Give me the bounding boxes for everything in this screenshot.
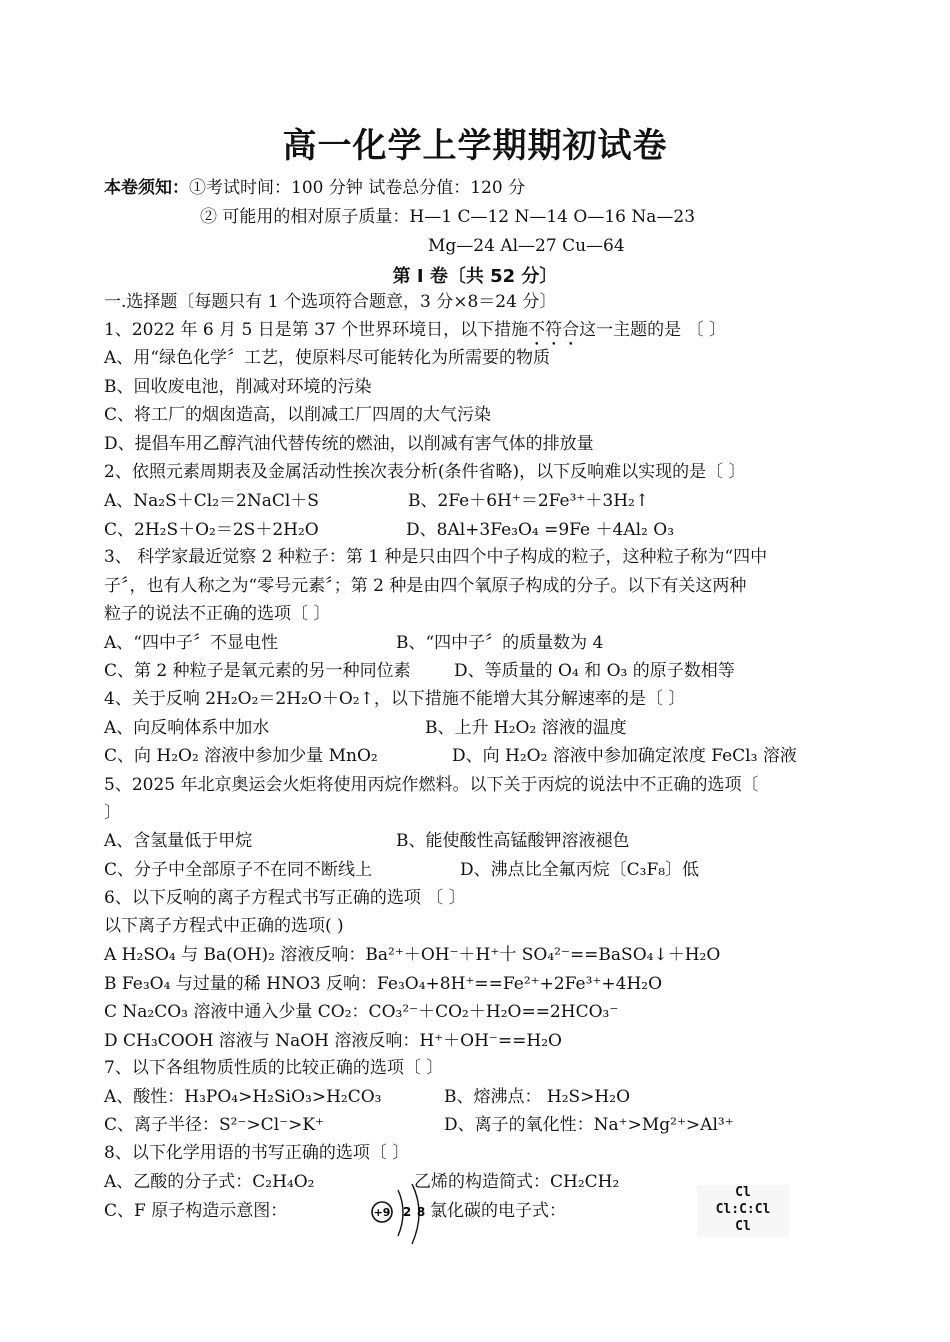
q1-stem-part-b: 这一主题的是 〔 〕	[579, 320, 726, 340]
q4-option-d: D、向 H₂O₂ 溶液中参加确定浓度 FeCl₃ 溶液	[452, 746, 797, 766]
q2-option-b: B、2Fe＋6H⁺＝2Fe³⁺＋3H₂↑	[408, 491, 650, 511]
q2-stem: 2、依照元素周期表及金属活动性挨次表分析(条件省略)，以下反响难以实现的是〔 〕	[104, 462, 746, 482]
q7-stem: 7、以下各组物质性质的比较正确的选项〔 〕	[104, 1058, 444, 1078]
lewis-bottom: Cl	[735, 1219, 751, 1234]
q8-option-d: 氯化碳的电子式：	[430, 1201, 566, 1221]
q6-option-b: B Fe₃O₄ 与过量的稀 HNO3 反响：Fe₃O₄+8H⁺==Fe²⁺+2Fe³⁺+4H₂O	[104, 974, 663, 994]
nucleus-charge: +9	[373, 1206, 391, 1219]
shell-2-electrons: 8	[416, 1205, 426, 1219]
page-title: 高一化学上学期期初试卷	[282, 126, 668, 166]
q6-option-c: C Na₂CO₃ 溶液中通入少量 CO₂：CO₃²⁻＋CO₂＋H₂O==2HCO₃⁻	[104, 1002, 619, 1022]
notice-label: 本卷须知：	[104, 178, 189, 198]
q6-option-a: A H₂SO₄ 与 Ba(OH)₂ 溶液反响：Ba²⁺＋OH⁻＋H⁺十 SO₄²⁻==BaSO₄↓＋H₂O	[104, 945, 721, 965]
q5-stem-2: 〕	[104, 803, 121, 823]
q3-option-b: B、“四中子〞的质量数为 4	[396, 633, 604, 653]
q1-option-c: C、将工厂的烟囱造高，以削减工厂四周的大气污染	[104, 405, 492, 425]
q7-option-d: D、离子的氧化性：Na⁺>Mg²⁺>Al³⁺	[444, 1115, 734, 1135]
q5-stem-1: 5、2025 年北京奥运会火炬将使用丙烷作燃料。以下关于丙烷的说法中不正确的选项〔	[104, 775, 759, 795]
q6-stem-2: 以下离子方程式中正确的选项( )	[104, 916, 344, 936]
q3-option-c: C、第 2 种粒子是氧元素的另一种同位素	[104, 661, 411, 681]
q8-option-a: A、乙酸的分子式：C₂H₄O₂	[104, 1172, 315, 1192]
section-title: 第 I 卷〔共 52 分〕	[392, 266, 558, 287]
q1-option-d: D、提倡车用乙醇汽油代替传统的燃油，以削减有害气体的排放量	[104, 434, 594, 454]
q4-option-b: B、上升 H₂O₂ 溶液的温度	[425, 718, 627, 738]
q5-option-b: B、能使酸性高锰酸钾溶液褪色	[396, 831, 630, 851]
notice-time: ①考试时间：100 分钟 试卷总分值：120 分	[189, 178, 526, 198]
q5-option-d: D、沸点比全氟丙烷〔C₃F₈〕低	[460, 860, 700, 880]
q6-option-d: D CH₃COOH 溶液与 NaOH 溶液反响：H⁺＋OH⁻==H₂O	[104, 1031, 562, 1051]
shell-1-electrons: 2	[402, 1205, 412, 1219]
q7-option-a: A、酸性：H₃PO₄>H₂SiO₃>H₂CO₃	[104, 1087, 382, 1107]
q8-option-b: 乙烯的构造简式：CH₂CH₂	[414, 1172, 620, 1192]
q5-option-a: A、含氢量低于甲烷	[104, 831, 253, 851]
q4-option-a: A、向反响体系中加水	[104, 718, 270, 738]
notice-line-3: Mg—24 Al—27 Cu—64	[428, 236, 625, 256]
q3-option-a: A、“四中子〞不显电性	[104, 633, 278, 653]
notice-line-2: ② 可能用的相对原子质量：H—1 C—12 N—14 O—16 Na—23	[200, 207, 696, 227]
q2-option-c: C、2H₂S＋O₂＝2S＋2H₂O	[104, 520, 319, 540]
q7-option-c: C、离子半径：S²⁻>Cl⁻>K⁺	[104, 1115, 325, 1135]
q4-stem: 4、关于反响 2H₂O₂＝2H₂O＋O₂↑，以下措施不能增大其分解速率的是〔 〕	[104, 689, 686, 709]
ccl4-lewis-structure	[697, 1185, 789, 1237]
q6-stem: 6、以下反响的离子方程式书写正确的选项 〔 〕	[104, 888, 466, 908]
q1-option-b: B、回收废电池，削减对环境的污染	[104, 377, 372, 397]
q8-stem: 8、以下化学用语的书写正确的选项〔 〕	[104, 1143, 410, 1163]
q3-option-d: D、等质量的 O₄ 和 O₃ 的原子数相等	[454, 661, 735, 681]
q1-stem-emphasis: 不符合	[528, 320, 580, 340]
lewis-top: Cl	[735, 1185, 751, 1200]
part1-header: 一.选择题〔每题只有 1 个选项符合题意，3 分×8＝24 分〕	[104, 292, 557, 312]
q3-stem-3: 粒子的说法不正确的选项〔 〕	[104, 604, 331, 624]
q3-stem-2: 子〞，也有人称之为“零号元素〞；第 2 种是由四个氧原子构成的分子。以下有关这两种	[104, 576, 747, 596]
notice-line-1	[104, 178, 525, 198]
q1-stem-part-a: 1、2022 年 6 月 5 日是第 37 个世界环境日，以下措施	[104, 320, 529, 340]
q1-option-a: A、用“绿色化学〞工艺，使原料尽可能转化为所需要的物质	[104, 348, 550, 368]
q2-option-d: D、8Al+3Fe₃O₄ =9Fe ＋4Al₂ O₃	[406, 520, 675, 540]
fluorine-atom-diagram	[368, 1180, 432, 1248]
q7-option-b: B、熔沸点： H₂S>H₂O	[444, 1087, 631, 1107]
q4-option-c: C、向 H₂O₂ 溶液中参加少量 MnO₂	[104, 746, 378, 766]
q1-stem	[104, 320, 726, 350]
q2-option-a: A、Na₂S＋Cl₂＝2NaCl＋S	[104, 491, 319, 511]
q8-option-c: C、F 原子构造示意图：	[104, 1201, 288, 1221]
q3-stem-1: 3、 科学家最近觉察 2 种粒子：第 1 种是只由四个中子构成的粒子，这种粒子称为“四中	[104, 547, 768, 567]
q5-option-c: C、分子中全部原子不在同不断线上	[104, 860, 373, 880]
lewis-middle: Cl:C:Cl	[715, 1202, 771, 1217]
